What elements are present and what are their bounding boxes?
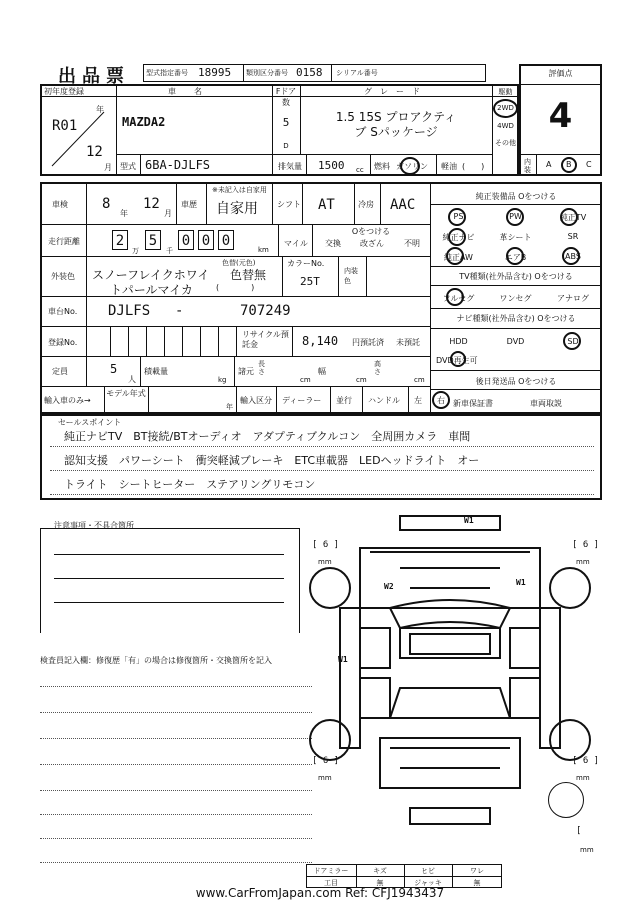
ruibetsu-label: 類別区分番号: [246, 69, 288, 77]
shaken-year-unit: 年: [120, 209, 128, 218]
load-unit: kg: [218, 376, 227, 384]
dvd-play-circle: [450, 351, 466, 367]
color-note: 色替(元色): [222, 259, 256, 267]
model-year-unit: 年: [226, 403, 233, 411]
model-label: 型式: [120, 162, 136, 171]
equip-abs: ABS: [565, 252, 581, 261]
evaluation-score: 4: [548, 96, 573, 136]
damage-value: 工目: [324, 879, 338, 887]
length-label: 長さ: [258, 360, 265, 376]
shareki-value: 自家用: [216, 201, 258, 217]
mile-label: マイル: [284, 239, 308, 248]
reibo-label: 冷房: [358, 200, 374, 209]
mileage-unit: km: [258, 246, 269, 254]
chassis-number: 707249: [240, 303, 291, 319]
tv-analog: アナログ: [557, 294, 589, 303]
damage-header-ware: ワレ: [470, 867, 484, 875]
chassis-dash: -: [175, 303, 184, 319]
recycle-unpaid: 未預託: [396, 338, 420, 347]
selling-points-line3: トライト シートヒーター ステアリングリモコン: [64, 478, 316, 491]
equip-tv-circle: [560, 208, 578, 226]
page-title: 出品票: [58, 66, 130, 87]
shaken-year: 8: [102, 196, 111, 212]
equip-aw: 純正AW: [444, 253, 473, 262]
first-reg-year-unit: 年: [96, 105, 104, 114]
equip-aw-circle: [446, 247, 464, 265]
damage-header-hibi: ヒビ: [421, 867, 435, 875]
import-type-label: 輸入区分: [240, 396, 272, 405]
displacement-label: 排気量: [278, 162, 302, 171]
equip-leather: 革シート: [499, 233, 532, 242]
katashiki-shitei-label: 型式指定番号: [146, 69, 188, 77]
chassis-label: 車台No.: [48, 307, 78, 316]
reibo-value: AAC: [390, 197, 416, 213]
handle-label: ハンドル: [368, 396, 400, 405]
interior-b-circle: [561, 157, 577, 173]
diagram-w1-left: W1: [338, 655, 348, 664]
fuel-paren: ( ): [462, 162, 485, 171]
capacity-unit: 人: [128, 375, 136, 384]
mileage-digit: 0: [218, 230, 234, 250]
tv-title: TV種類(社外品含む) Oをつける: [459, 272, 573, 281]
car-name-value: MAZDA2: [122, 115, 166, 129]
equip-abs-circle: [562, 247, 580, 265]
navi-title: ナビ種類(社外品含む) Oをつける: [456, 314, 576, 323]
interior-c: C: [586, 160, 592, 169]
color-kaegae: 色替無: [230, 268, 267, 282]
first-reg-month: 12: [86, 144, 103, 160]
fuel-gasoline-circle: [400, 157, 420, 175]
mileage-digit: 5: [145, 230, 161, 250]
car-name-label: 車名: [168, 87, 220, 96]
handle-right: 右: [437, 396, 445, 405]
tire-front-right-unit: mm: [576, 558, 590, 566]
color-no-value: 25T: [300, 275, 320, 288]
equip-sr: SR: [567, 232, 579, 241]
meter-kaizan: 改ざん: [360, 239, 384, 248]
interior-b: B: [566, 160, 572, 169]
ruibetsu-value: 0158: [296, 66, 323, 79]
shift-value: AT: [318, 197, 335, 213]
tire-rear-right: [ 6 ]: [572, 756, 600, 766]
width-unit: cm: [356, 376, 367, 384]
tv-fullseg: フルセグ: [442, 294, 475, 303]
chuui-label: 注意事項・不具合箇所: [54, 521, 134, 530]
mileage-digit: 0: [178, 230, 194, 250]
recycle-value: 8,140: [302, 334, 339, 348]
fuel-gasoline: ガソリン: [396, 162, 428, 171]
selling-points-line2: 認知支援 パワーシート 衝突軽減ブレーキ ETC車載器 LEDヘッドライト オー: [64, 454, 480, 467]
grade-label: グレード: [364, 87, 428, 96]
color-no-label: カラーNo.: [287, 259, 325, 268]
first-reg-month-unit: 月: [104, 163, 112, 172]
mileage-sen: 千: [166, 247, 173, 255]
damage-value: 無: [473, 879, 481, 887]
equip-airbag-circle: [506, 247, 524, 265]
drive-other: その他: [495, 139, 516, 147]
shift-label: シフト: [277, 200, 301, 209]
evaluation-label: 評価点: [548, 69, 573, 78]
selling-points-label: セールスポイント: [58, 418, 122, 427]
shaken-month-unit: 月: [164, 209, 172, 218]
tv-oneseg: ワンセグ: [499, 294, 532, 303]
displacement-unit: cc: [356, 166, 364, 174]
first-reg-era: R01: [52, 118, 78, 134]
shareki-note: ※未記入は自家用: [212, 186, 267, 194]
diagram-w1-top: W1: [464, 516, 474, 525]
equip-pw-circle: [506, 208, 524, 226]
height-unit: cm: [414, 376, 425, 384]
equip-pw: PW: [509, 212, 522, 221]
color-line1: スノーフレイクホワイ: [92, 268, 210, 282]
navi-sd: SD: [567, 337, 579, 346]
grade-line2: ブ Sパッケージ: [354, 125, 438, 139]
recycle-label: リサイクル預託金: [242, 330, 289, 349]
first-reg-label: 初年度登録: [44, 87, 84, 96]
reg-no-label: 登録No.: [48, 338, 78, 347]
equip-airbag: エアB: [504, 253, 527, 262]
shareki-label: 車歴: [181, 200, 197, 209]
tire-front-left: [ 6 ]: [312, 540, 340, 550]
model-year-label: モデル年式: [106, 389, 146, 398]
dims-label: 諸元: [238, 367, 254, 376]
capacity-value: 5: [110, 362, 118, 376]
grade-line1: 1.5 15S プロアクティ: [335, 110, 457, 124]
damage-value: ジャッキ: [414, 879, 442, 887]
capacity-label: 定員: [52, 367, 68, 376]
spare-tire-mark: [: [576, 826, 582, 836]
mileage-digit: 2: [112, 230, 128, 250]
drive-4wd: 4WD: [497, 122, 514, 130]
fuel-label: 燃料: [374, 162, 390, 171]
equipment-title: 純正装備品 Oをつける: [475, 192, 557, 201]
shaken-label: 車検: [52, 200, 68, 209]
import-parallel: 並行: [336, 396, 352, 405]
selling-points-line1: 純正ナビTV BT接続/BTオーディオ アダプティブクルコン 全周囲カメラ 車間: [64, 430, 471, 443]
meter-header: Oをつける: [351, 227, 391, 236]
spare-tire: [548, 782, 584, 818]
damage-header-mirror: ドアミラー: [313, 867, 349, 875]
equip-navi: 純正ナビ: [442, 233, 475, 242]
later-manual: 車両取説: [530, 399, 562, 408]
shaken-month: 12: [143, 196, 160, 212]
tire-front-right: [ 6 ]: [572, 540, 600, 550]
navi-hdd: HDD: [449, 337, 468, 346]
displacement-value: 1500: [318, 159, 345, 172]
color-label: 外装色: [51, 272, 75, 281]
meter-fumei: 不明: [404, 239, 420, 248]
drive-2wd-circle: [493, 99, 518, 118]
navi-dvd: DVD: [506, 337, 525, 346]
tire-front-left-unit: mm: [318, 558, 332, 566]
tire-rear-right-unit: mm: [576, 774, 590, 782]
mileage-label: 走行距離: [48, 237, 80, 246]
door-value: 5: [282, 116, 290, 129]
length-unit: cm: [300, 376, 311, 384]
drive-2wd: 2WD: [497, 104, 514, 112]
equip-ps: PS: [453, 212, 464, 221]
later-warranty: 新車保証書: [453, 399, 493, 408]
import-label: 輸入車のみ→: [44, 396, 91, 405]
naisou-color-label: 内装色: [344, 267, 358, 285]
damage-header-kizu: キズ: [373, 867, 387, 875]
footer-watermark: www.CarFromJapan.com Ref: CFJ1943437: [195, 886, 445, 900]
width-label: 幅: [318, 367, 326, 376]
door-suffix: D: [283, 142, 289, 150]
interior-a: A: [546, 160, 552, 169]
load-label: 積載量: [144, 367, 168, 376]
handle-left: 左: [414, 396, 422, 405]
drive-label: 駆動: [498, 88, 513, 96]
navi-sd-circle: [563, 332, 581, 350]
tire-rear-left: [ 6 ]: [312, 756, 340, 766]
diagram-w1-right: W1: [516, 578, 526, 587]
color-line2: トパールマイカ: [110, 283, 193, 297]
door-label: Fドア数: [275, 87, 297, 107]
tv-fullseg-circle: [446, 288, 464, 306]
interior-label: 内装: [524, 158, 531, 174]
diagram-w2: W2: [384, 582, 394, 591]
import-dealer: ディーラー: [282, 396, 322, 405]
katashiki-shitei-value: 18995: [198, 66, 232, 79]
mileage-man: 万: [132, 247, 139, 255]
equip-ps-circle: [448, 208, 466, 226]
inspector-label: 検査員記入欄：修復歴「有」の場合は修復箇所・交換箇所を記入: [40, 656, 272, 665]
meter-kouhan: 交換: [325, 239, 341, 248]
spare-tire-unit: mm: [580, 846, 594, 854]
mileage-digit: 0: [198, 230, 214, 250]
equip-tv: 純正TV: [559, 213, 587, 222]
height-label: 高さ: [374, 360, 381, 376]
chassis-prefix: DJLFS: [108, 303, 151, 319]
color-paren: ( ): [216, 283, 255, 292]
first-reg-slash: [48, 110, 108, 170]
equip-navi-circle: [448, 228, 466, 246]
chuui-box: [40, 528, 300, 633]
tire-rear-left-unit: mm: [318, 774, 332, 782]
serial-label: シリアル番号: [336, 69, 378, 77]
damage-value: 無: [376, 879, 384, 887]
later-title: 後日発送品 Oをつける: [475, 377, 557, 386]
model-value: 6BA-DJLFS: [145, 158, 211, 172]
recycle-paid: 円預託済: [352, 338, 384, 347]
fuel-diesel: 軽油: [441, 162, 457, 171]
dvd-play: DVD再生可: [436, 356, 478, 365]
